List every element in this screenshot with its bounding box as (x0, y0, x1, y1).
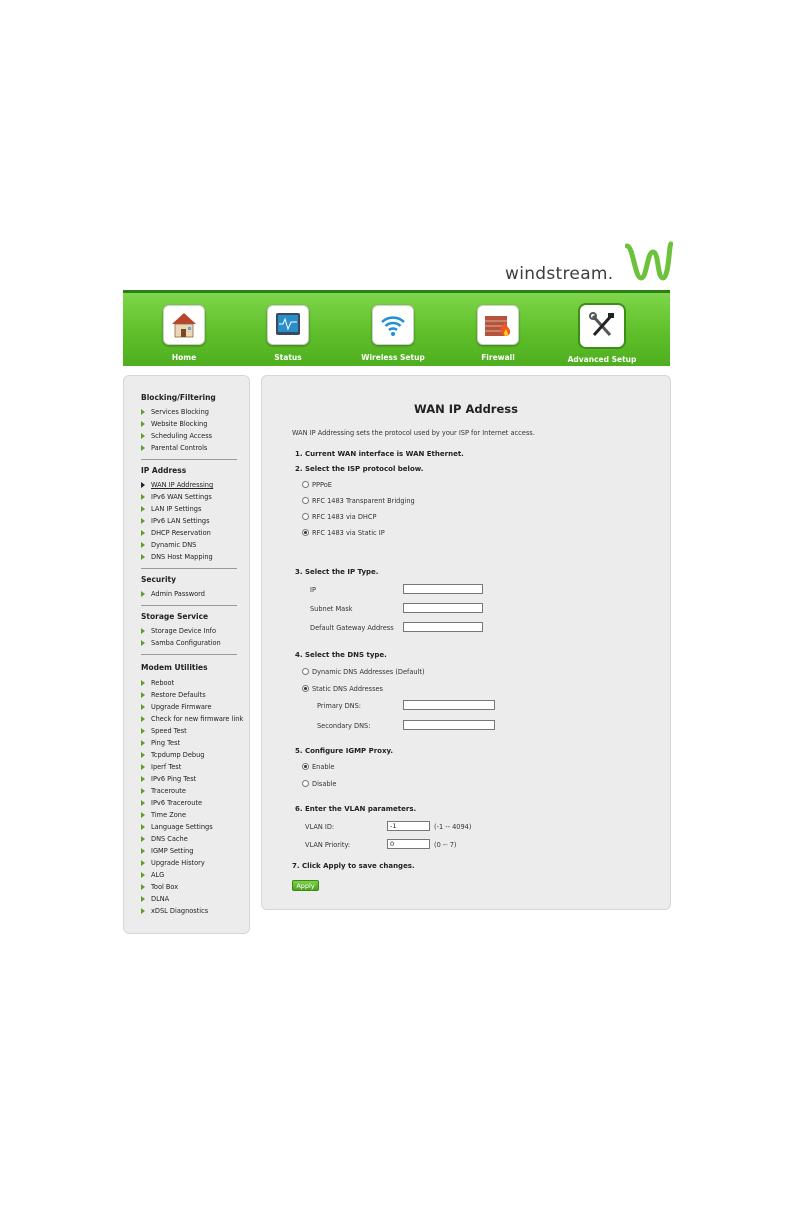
sidebar-item-scheduling-access[interactable]: Scheduling Access (141, 432, 212, 440)
sidebar-item-admin-password[interactable]: Admin Password (141, 590, 205, 598)
sidebar-item-xdsl-diagnostics[interactable]: xDSL Diagnostics (141, 907, 208, 915)
divider (141, 605, 237, 606)
nav-wireless-setup[interactable] (348, 305, 438, 362)
sidebar-section-title: Modem Utilities (141, 663, 208, 672)
radio-rfc1483-static-ip[interactable]: RFC 1483 via Static IP (302, 529, 385, 537)
sidebar-item-dlna[interactable]: DLNA (141, 895, 169, 903)
nav-label: Status (274, 353, 302, 362)
monitor-icon (267, 305, 309, 345)
windstream-logo (505, 238, 675, 288)
sidebar-item-igmp-setting[interactable]: IGMP Setting (141, 847, 193, 855)
vlan-priority-input[interactable] (387, 839, 430, 849)
sidebar-section-title: Security (141, 575, 177, 584)
nav-label: Firewall (481, 353, 515, 362)
radio-dynamic-dns[interactable]: Dynamic DNS Addresses (Default) (302, 668, 425, 676)
secondary-dns-input[interactable] (403, 720, 495, 730)
step-5-label: 5. Configure IGMP Proxy. (295, 747, 394, 755)
subnet-mask-label: Subnet Mask (310, 605, 353, 613)
step-2-label: 2. Select the ISP protocol below. (295, 465, 424, 473)
sidebar (123, 375, 250, 934)
sidebar-section-title: Storage Service (141, 612, 209, 621)
divider (141, 459, 237, 460)
radio-igmp-disable[interactable]: Disable (302, 780, 336, 788)
sidebar-item-dhcp-reservation[interactable]: DHCP Reservation (141, 529, 211, 537)
radio-rfc1483-dhcp[interactable]: RFC 1483 via DHCP (302, 513, 376, 521)
sidebar-item-alg[interactable]: ALG (141, 871, 164, 879)
firewall-icon (477, 305, 519, 345)
vlan-id-range: (-1 -- 4094) (434, 823, 472, 831)
nav-label: Advanced Setup (567, 355, 637, 364)
sidebar-section-title: Blocking/Filtering (141, 393, 216, 402)
radio-rfc1483-bridging[interactable]: RFC 1483 Transparent Bridging (302, 497, 415, 505)
vlan-priority-range: (0 -- 7) (434, 841, 457, 849)
step-4-label: 4. Select the DNS type. (295, 651, 387, 659)
apply-button[interactable]: Apply (292, 880, 319, 891)
radio-igmp-enable[interactable]: Enable (302, 763, 334, 771)
divider (141, 654, 237, 655)
page-title: WAN IP Address (414, 402, 518, 416)
sidebar-item-ipv6-wan-settings[interactable]: IPv6 WAN Settings (141, 493, 212, 501)
primary-dns-label: Primary DNS: (317, 702, 361, 710)
step-7-label: 7. Click Apply to save changes. (292, 862, 415, 870)
gateway-label: Default Gateway Address (310, 624, 394, 632)
sidebar-item-lan-ip-settings[interactable]: LAN IP Settings (141, 505, 201, 513)
brand-name: windstream. (505, 264, 614, 284)
sidebar-section-title: IP Address (141, 466, 187, 475)
ip-input[interactable] (403, 584, 483, 594)
radio-static-dns[interactable]: Static DNS Addresses (302, 685, 383, 693)
sidebar-item-restore-defaults[interactable]: Restore Defaults (141, 691, 206, 699)
sidebar-item-ipv6-traceroute[interactable]: IPv6 Traceroute (141, 799, 202, 807)
sidebar-item-dynamic-dns[interactable]: Dynamic DNS (141, 541, 196, 549)
step-6-label: 6. Enter the VLAN parameters. (295, 805, 417, 813)
nav-home[interactable] (139, 305, 229, 362)
sidebar-item-iperf-test[interactable]: Iperf Test (141, 763, 181, 771)
vlan-priority-label: VLAN Priority: (305, 841, 351, 849)
sidebar-item-samba-configuration[interactable]: Samba Configuration (141, 639, 221, 647)
sidebar-item-ipv6-ping-test[interactable]: IPv6 Ping Test (141, 775, 196, 783)
nav-label: Home (171, 353, 197, 362)
sidebar-item-parental-controls[interactable]: Parental Controls (141, 444, 207, 452)
sidebar-item-website-blocking[interactable]: Website Blocking (141, 420, 207, 428)
radio-pppoe[interactable]: PPPoE (302, 481, 332, 489)
sidebar-item-upgrade-history[interactable]: Upgrade History (141, 859, 205, 867)
wifi-icon (372, 305, 414, 345)
sidebar-item-services-blocking[interactable]: Services Blocking (141, 408, 209, 416)
subnet-mask-input[interactable] (403, 603, 483, 613)
vlan-id-input[interactable] (387, 821, 430, 831)
house-icon (163, 305, 205, 345)
nav-firewall[interactable] (453, 305, 543, 362)
sidebar-item-tool-box[interactable]: Tool Box (141, 883, 178, 891)
sidebar-item-check-firmware-link[interactable]: Check for new firmware link (141, 715, 243, 723)
windstream-wave-icon (625, 238, 673, 286)
main-panel (261, 375, 671, 910)
sidebar-item-dns-cache[interactable]: DNS Cache (141, 835, 188, 843)
gateway-input[interactable] (403, 622, 483, 632)
sidebar-item-speed-test[interactable]: Speed Test (141, 727, 187, 735)
divider (141, 568, 237, 569)
sidebar-item-ipv6-lan-settings[interactable]: IPv6 LAN Settings (141, 517, 210, 525)
tools-icon (580, 305, 624, 347)
vlan-id-label: VLAN ID: (305, 823, 335, 831)
intro-text: WAN IP Addressing sets the protocol used by your ISP for Internet access. (292, 429, 535, 437)
sidebar-item-dns-host-mapping[interactable]: DNS Host Mapping (141, 553, 213, 561)
sidebar-item-traceroute[interactable]: Traceroute (141, 787, 186, 795)
sidebar-item-tcpdump-debug[interactable]: Tcpdump Debug (141, 751, 204, 759)
ip-label: IP (310, 586, 316, 594)
nav-label: Wireless Setup (361, 353, 425, 362)
sidebar-item-wan-ip-addressing[interactable]: WAN IP Addressing (141, 481, 213, 489)
nav-status[interactable] (243, 305, 333, 362)
top-nav-bar (123, 290, 670, 366)
primary-dns-input[interactable] (403, 700, 495, 710)
sidebar-item-ping-test[interactable]: Ping Test (141, 739, 180, 747)
step-1-label: 1. Current WAN interface is WAN Ethernet. (295, 450, 464, 458)
sidebar-item-reboot[interactable]: Reboot (141, 679, 174, 687)
step-3-label: 3. Select the IP Type. (295, 568, 379, 576)
sidebar-item-upgrade-firmware[interactable]: Upgrade Firmware (141, 703, 212, 711)
secondary-dns-label: Secondary DNS: (317, 722, 371, 730)
sidebar-item-language-settings[interactable]: Language Settings (141, 823, 213, 831)
nav-advanced-setup[interactable] (557, 305, 647, 364)
sidebar-item-time-zone[interactable]: Time Zone (141, 811, 186, 819)
sidebar-item-storage-device-info[interactable]: Storage Device Info (141, 627, 216, 635)
